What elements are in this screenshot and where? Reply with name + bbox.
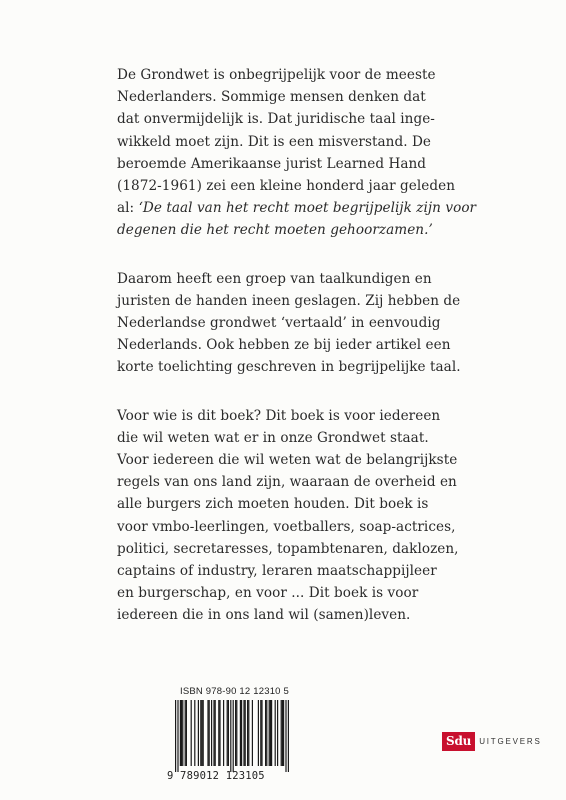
barcode-bar	[180, 700, 181, 766]
barcode-icon	[167, 700, 292, 772]
barcode-bar	[207, 700, 208, 766]
paragraph-2	[117, 268, 461, 379]
publisher-name: UITGEVERS	[479, 736, 542, 746]
barcode-bar	[194, 700, 195, 766]
text-line: Voor wie is dit boek? Dit boek is voor iedereen	[117, 407, 441, 424]
text-line: alle burgers zich moeten houden. Dit boek is	[117, 496, 429, 513]
text-line	[117, 197, 477, 219]
barcode-bar	[275, 700, 276, 766]
barcode-bar	[283, 700, 284, 766]
text-line: politici, secretaresses, topambtenaren, daklozen,	[117, 540, 459, 557]
barcode-bar	[218, 700, 219, 766]
barcode-bar	[230, 700, 231, 772]
text-line: dat onvermijdelijk is. Dat juridische taal inge-	[117, 111, 435, 128]
text-line: iedereen die in ons land wil (samen)leven.	[117, 607, 411, 624]
barcode-bar	[181, 700, 182, 766]
barcode-bar	[228, 700, 229, 766]
barcode-bar	[260, 700, 261, 766]
barcode-bar	[240, 700, 241, 766]
barcode-bar	[243, 700, 244, 766]
barcode-bar	[223, 700, 224, 766]
text-line: regels van ons land zijn, waaraan de overheid en	[117, 474, 457, 491]
sdu-logo-mark: Sdu	[442, 732, 475, 751]
quote-text: ‘De taal van het recht moet begrijpelijk zijn voor	[138, 200, 477, 217]
barcode-bar	[209, 700, 210, 766]
text-line: Nederlanders. Sommige mensen denken dat	[117, 89, 426, 106]
barcode-bar	[185, 700, 186, 766]
barcode-bar	[227, 700, 228, 766]
paragraph-1	[117, 64, 477, 242]
barcode-bar	[177, 700, 178, 772]
barcode-bar	[203, 700, 204, 766]
text-line: wikkeld moet zijn. Dit is een misverstand. De	[117, 133, 432, 150]
barcode-bar	[235, 700, 236, 766]
text-line: beroemde Amerikaanse jurist Learned Hand	[117, 155, 427, 172]
text-line: (1872-1961) zei een kleine honderd jaar geleden	[117, 178, 456, 195]
text-line: Nederlandse grondwet ‘vertaald’ in eenvoudig	[117, 315, 441, 332]
text-line: juristen de handen ineen geslagen. Zij hebben de	[117, 292, 461, 309]
barcode-bar	[247, 700, 248, 766]
isbn-barcode	[167, 686, 292, 796]
barcode-bar	[288, 700, 289, 772]
barcode-bar	[191, 700, 192, 766]
barcode-bar	[236, 700, 237, 766]
barcode-bar	[258, 700, 259, 766]
text-line: De Grondwet is onbegrijpelijk voor de meeste	[117, 67, 436, 83]
barcode-bar	[261, 700, 262, 766]
barcode-bar	[200, 700, 201, 766]
barcode-bar	[211, 700, 212, 766]
barcode-bar	[252, 700, 253, 766]
barcode-bar	[285, 700, 286, 772]
text-line: Daarom heeft een groep van taalkundigen en	[117, 270, 432, 287]
barcode-bar	[215, 700, 216, 766]
barcode-bar	[219, 700, 220, 766]
text-line: captains of industry, leraren maatschappijleer	[117, 563, 437, 580]
barcode-bar	[213, 700, 214, 766]
barcode-bar	[198, 700, 199, 766]
barcode-bar	[281, 700, 282, 766]
text-prefix: al:	[117, 200, 139, 217]
barcode-bar	[266, 700, 267, 766]
text-line: die wil weten wat er in onze Grondwet staat.	[117, 429, 429, 446]
barcode-bar	[241, 700, 242, 766]
barcode-bar	[186, 700, 187, 766]
paragraph-3	[117, 405, 457, 627]
barcode-bar	[271, 700, 272, 766]
barcode-bar	[265, 700, 266, 766]
barcode-bar	[233, 700, 234, 772]
barcode-bar	[269, 700, 270, 766]
quote-text: degenen die het recht moeten gehoorzamen.’	[117, 222, 433, 239]
barcode-bar	[277, 700, 278, 766]
text-line: voor vmbo-leerlingen, voetballers, soap-actrices,	[117, 518, 456, 535]
barcode-bar	[245, 700, 246, 766]
barcode-bar	[270, 700, 271, 766]
publisher-logo	[442, 731, 542, 751]
text-line: Voor iedereen die wil weten wat de belangrijkste	[117, 452, 458, 469]
text-line: korte toelichting geschreven in begrijpelijke taal.	[117, 359, 461, 376]
text-line: Nederlands. Ook hebben ze bij ieder artikel een	[117, 337, 451, 354]
barcode-bar	[175, 700, 176, 772]
barcode-bar	[248, 700, 249, 766]
isbn-digits: 9 789012 123105	[167, 770, 265, 782]
isbn-label: ISBN 978-90 12 12310 5	[180, 686, 289, 697]
barcode-bar	[282, 700, 283, 766]
text-line: en burgerschap, en voor ... Dit boek is voor	[117, 585, 419, 602]
barcode-bar	[201, 700, 202, 766]
blurb-text	[117, 64, 477, 653]
barcode-bar	[182, 700, 183, 766]
